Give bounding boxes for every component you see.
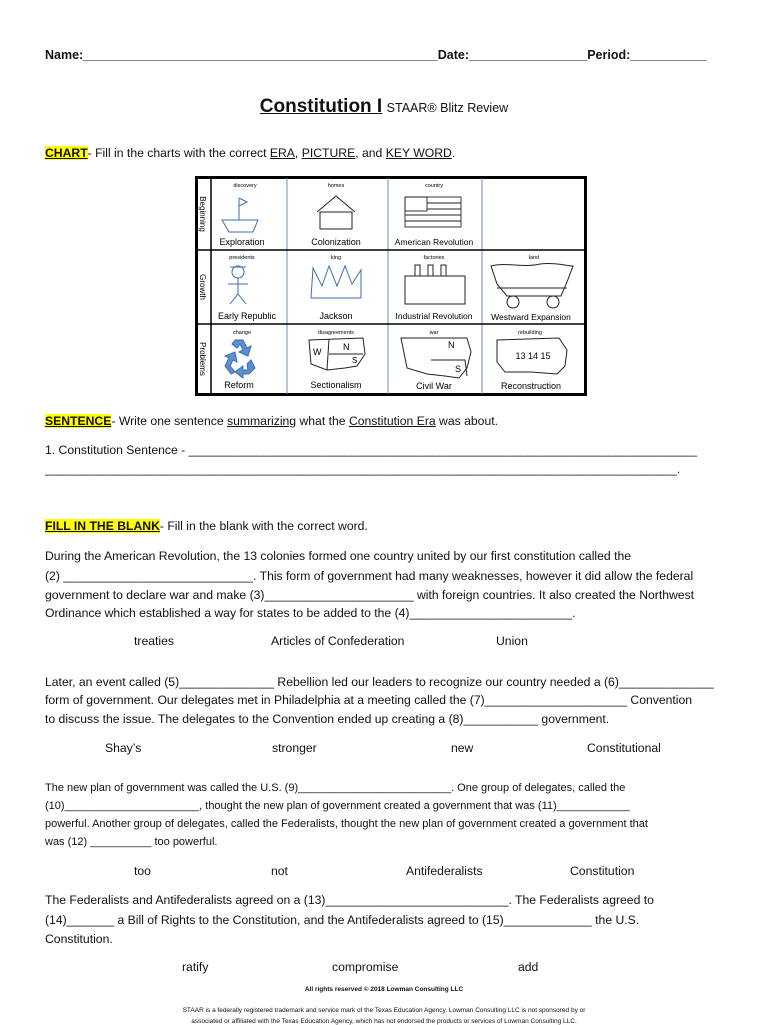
trademark-notice-2: associated or affiliated with the Texas Education Agency, which has not endorsed the products or services of Lowman Consulting LLC. — [191, 1018, 577, 1025]
word-bank-item: Shay’s — [105, 741, 142, 755]
era-exploration: Exploration — [219, 237, 265, 247]
word-bank-item: Union — [496, 634, 528, 648]
era-civil-war: Civil War — [416, 381, 452, 391]
paragraph-line[interactable]: (2) ____________________________. This form of government had many weaknesses, however it did allow the federal — [45, 569, 694, 583]
row-label-growth: Growth — [198, 274, 207, 300]
era-westward-expansion: Westward Expansion — [491, 312, 571, 322]
paragraph-line[interactable]: Ordinance which established a way for states to be added to the (4)________________________. — [45, 606, 576, 620]
paragraph-line[interactable]: The new plan of government was called the U.S. (9)_________________________. One group of delegates, called the — [45, 782, 626, 794]
keyword-war: war — [429, 330, 439, 336]
trademark-notice: STAAR is a federally registered trademark and service mark of the Texas Education Agency. Lowman Consulting LLC is not sponsored by or — [182, 1007, 586, 1014]
keyword-land: land — [528, 255, 540, 261]
word-bank-item: Constitutional — [587, 741, 661, 755]
row-label-beginning: Beginning — [198, 196, 207, 232]
keyword-disagreements: disagreements — [317, 330, 355, 336]
era-sectionalism: Sectionalism — [310, 380, 362, 390]
amendments-numbers: 13 14 15 — [515, 351, 551, 361]
era-industrial-revolution: Industrial Revolution — [395, 311, 473, 321]
word-bank-item: treaties — [134, 634, 174, 648]
keyword-rebuilding: rebuilding — [518, 330, 542, 336]
era-early-republic: Early Republic — [217, 311, 277, 321]
word-bank-item: Constitution — [570, 864, 635, 878]
name-field[interactable]: Name:___________________________________________________Date:_________________Period:___________ — [45, 48, 707, 62]
era-reconstruction: Reconstruction — [500, 381, 562, 391]
fill-blank-instruction: FILL IN THE BLANK- Fill in the blank with the correct word. — [45, 519, 368, 533]
page-title: Constitution I STAAR® Blitz Review — [259, 96, 509, 117]
map-label-s: S — [352, 356, 358, 365]
constitution-sentence-line[interactable]: 1. Constitution Sentence - ___________________________________________________________________________ — [45, 443, 697, 457]
constitution-sentence-line-2[interactable]: __________________________________________________________________________________________________. — [45, 463, 681, 476]
paragraph-line[interactable]: form of government. Our delegates met in Philadelphia at a meeting called the (7)_____________________ Convention — [45, 693, 693, 707]
era-colonization: Colonization — [311, 237, 361, 247]
word-bank-item: not — [271, 864, 288, 878]
copyright-notice: All rights reserved © 2018 Lowman Consulting LLC — [304, 986, 464, 993]
word-bank-item: ratify — [182, 960, 209, 974]
paragraph-line[interactable]: (14)_______ a Bill of Rights to the Constitution, and the Antifederalists agreed to (15)_____________ the U.S. — [45, 913, 640, 927]
era-american-revolution: American Revolution — [394, 237, 474, 247]
paragraph-line: During the American Revolution, the 13 colonies formed one country united by our first constitution called the — [45, 549, 632, 563]
keyword-presidents: presidents — [229, 255, 255, 261]
word-bank-item: add — [518, 960, 539, 974]
map-label-n: N — [343, 342, 350, 352]
era-jackson: Jackson — [319, 311, 353, 321]
word-bank-item: too — [134, 864, 151, 878]
era-reform: Reform — [224, 380, 254, 390]
keyword-homes: homes — [327, 183, 345, 189]
era-chart — [195, 176, 587, 396]
paragraph-line[interactable]: was (12) __________ too powerful. — [45, 836, 218, 848]
paragraph-line[interactable]: government to declare war and make (3)______________________ with foreign countries. It also created the Northwest — [45, 588, 695, 602]
paragraph-line: Constitution. — [45, 932, 113, 946]
keyword-country: country — [424, 183, 444, 189]
paragraph-line[interactable]: The Federalists and Antifederalists agreed on a (13)___________________________. The Federalists agreed to — [45, 893, 654, 907]
map-label-s2: S — [455, 364, 462, 374]
keyword-factories: factories — [423, 255, 445, 261]
sentence-instruction: SENTENCE- Write one sentence summarizing what the Constitution Era was about. — [45, 414, 499, 428]
row-label-problems: Problems — [198, 342, 207, 376]
word-bank-item: Antifederalists — [406, 864, 483, 878]
paragraph-line[interactable]: (10)______________________, thought the new plan of government created a government that was (11)____________ — [45, 800, 631, 812]
map-label-w: W — [313, 347, 322, 357]
keyword-king: king — [330, 255, 342, 261]
word-bank-item: new — [451, 741, 474, 755]
paragraph-line[interactable]: to discuss the issue. The delegates to the Convention ended up creating a (8)___________ government. — [45, 712, 610, 726]
paragraph-line: powerful. Another group of delegates, called the Federalists, thought the new plan of government created a government that — [45, 818, 648, 830]
keyword-discovery: discovery — [233, 183, 257, 189]
keyword-change: change — [232, 330, 252, 336]
word-bank-item: Articles of Confederation — [271, 634, 405, 648]
word-bank-item: compromise — [332, 960, 399, 974]
chart-instruction: CHART- Fill in the charts with the correct ERA, PICTURE, and KEY WORD. — [45, 146, 456, 160]
map-label-n2: N — [448, 340, 455, 350]
word-bank-item: stronger — [272, 741, 317, 755]
paragraph-line[interactable]: Later, an event called (5)______________ Rebellion led our leaders to recognize our country needed a (6)______________ — [45, 675, 714, 689]
